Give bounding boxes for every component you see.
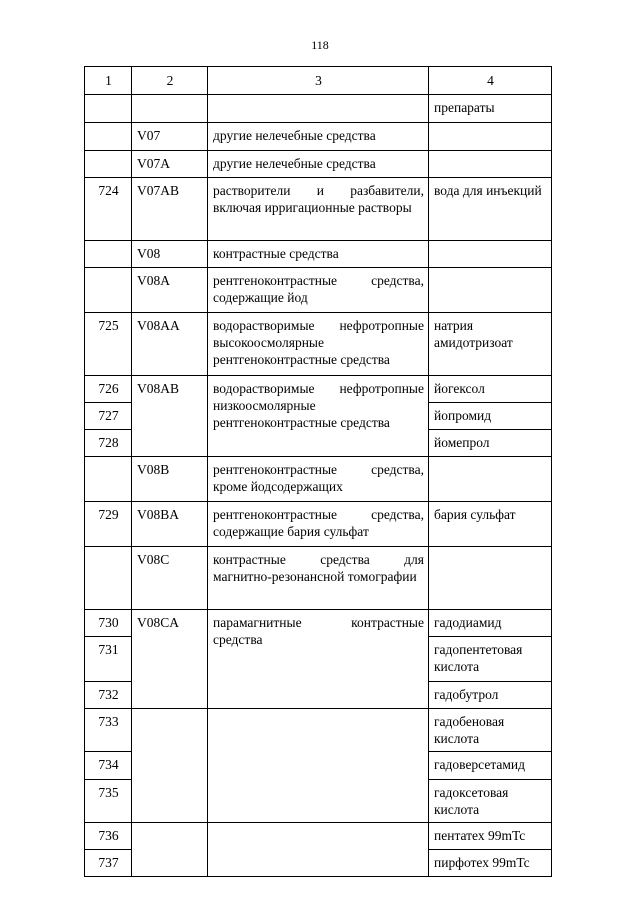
table-row — [85, 610, 552, 637]
header-row — [85, 67, 552, 95]
drug-name: гадобутрол — [429, 682, 552, 709]
table-row — [85, 376, 552, 403]
drug-name: препараты — [429, 95, 552, 123]
drug-name: гадопентетовая кислота — [429, 637, 552, 682]
drug-name — [429, 241, 552, 268]
drug-name: пентатех 99mTc — [429, 823, 552, 850]
atc-code — [132, 823, 208, 877]
atc-code: V08BA — [132, 502, 208, 547]
group-description: контрастные средства — [208, 241, 429, 268]
group-description: растворители и разбавители, включая ирригационные растворы — [208, 178, 429, 241]
row-number: 730 — [85, 610, 132, 637]
group-description — [208, 709, 429, 823]
header-cell: 3 — [208, 67, 429, 95]
table-row — [85, 123, 552, 151]
atc-code: V08 — [132, 241, 208, 268]
atc-code: V08AA — [132, 313, 208, 376]
row-number: 731 — [85, 637, 132, 682]
row-number: 729 — [85, 502, 132, 547]
drug-name: пирфотех 99mTc — [429, 850, 552, 877]
table-row — [85, 268, 552, 313]
table-row — [85, 178, 552, 241]
table-row — [85, 457, 552, 502]
drug-name: гадодиамид — [429, 610, 552, 637]
table-row — [85, 241, 552, 268]
drug-name: йогексол — [429, 376, 552, 403]
row-number: 725 — [85, 313, 132, 376]
drug-name: йомепрол — [429, 430, 552, 457]
atc-code: V07A — [132, 151, 208, 178]
drug-name — [429, 151, 552, 178]
group-description: рентгеноконтрастные средства, кроме йодсодержащих — [208, 457, 429, 502]
table-row — [85, 709, 552, 752]
row-number: 732 — [85, 682, 132, 709]
drug-name — [429, 547, 552, 610]
drug-name: вода для инъекций — [429, 178, 552, 241]
group-description: контрастные средства для магнитно-резонансной томографии — [208, 547, 429, 610]
row-number — [85, 241, 132, 268]
atc-code: V07AB — [132, 178, 208, 241]
group-description: рентгеноконтрастные средства, содержащие йод — [208, 268, 429, 313]
row-number — [85, 547, 132, 610]
drug-name: натрия амидотризоат — [429, 313, 552, 376]
group-description: водорастворимые нефротропные высокоосмолярные рентгеноконтрастные средства — [208, 313, 429, 376]
row-number — [85, 268, 132, 313]
table-row — [85, 151, 552, 178]
header-cell: 4 — [429, 67, 552, 95]
row-number — [85, 457, 132, 502]
row-number: 733 — [85, 709, 132, 752]
table-row — [85, 823, 552, 850]
row-number: 728 — [85, 430, 132, 457]
group-description: парамагнитные контрастные средства — [208, 610, 429, 709]
row-number: 734 — [85, 752, 132, 780]
group-description: рентгеноконтрастные средства, содержащие бария сульфат — [208, 502, 429, 547]
drug-name: гадобеновая кислота — [429, 709, 552, 752]
page-number: 118 — [311, 38, 329, 52]
atc-code — [132, 95, 208, 123]
atc-code: V08A — [132, 268, 208, 313]
atc-code — [132, 709, 208, 823]
group-description — [208, 823, 429, 877]
row-number: 727 — [85, 403, 132, 430]
atc-code: V08C — [132, 547, 208, 610]
row-number: 724 — [85, 178, 132, 241]
group-description: другие нелечебные средства — [208, 123, 429, 151]
atc-code: V08AB — [132, 376, 208, 457]
atc-code: V08B — [132, 457, 208, 502]
drug-name: гадоверсетамид — [429, 752, 552, 780]
row-number: 735 — [85, 780, 132, 823]
row-number — [85, 151, 132, 178]
table-row — [85, 502, 552, 547]
group-description — [208, 95, 429, 123]
atc-code: V07 — [132, 123, 208, 151]
header-cell: 2 — [132, 67, 208, 95]
row-number: 726 — [85, 376, 132, 403]
row-number — [85, 95, 132, 123]
table-row — [85, 95, 552, 123]
table-row — [85, 313, 552, 376]
atc-code: V08CA — [132, 610, 208, 709]
row-number: 737 — [85, 850, 132, 877]
row-number: 736 — [85, 823, 132, 850]
drug-name: йопромид — [429, 403, 552, 430]
row-number — [85, 123, 132, 151]
group-description: водорастворимые нефротропные низкоосмолярные рентгеноконтрастные средства — [208, 376, 429, 457]
drug-name — [429, 268, 552, 313]
drug-name — [429, 123, 552, 151]
drug-classification-table — [84, 66, 552, 877]
table-row — [85, 547, 552, 610]
group-description: другие нелечебные средства — [208, 151, 429, 178]
drug-name — [429, 457, 552, 502]
header-cell: 1 — [85, 67, 132, 95]
drug-name: гадоксетовая кислота — [429, 780, 552, 823]
drug-name: бария сульфат — [429, 502, 552, 547]
